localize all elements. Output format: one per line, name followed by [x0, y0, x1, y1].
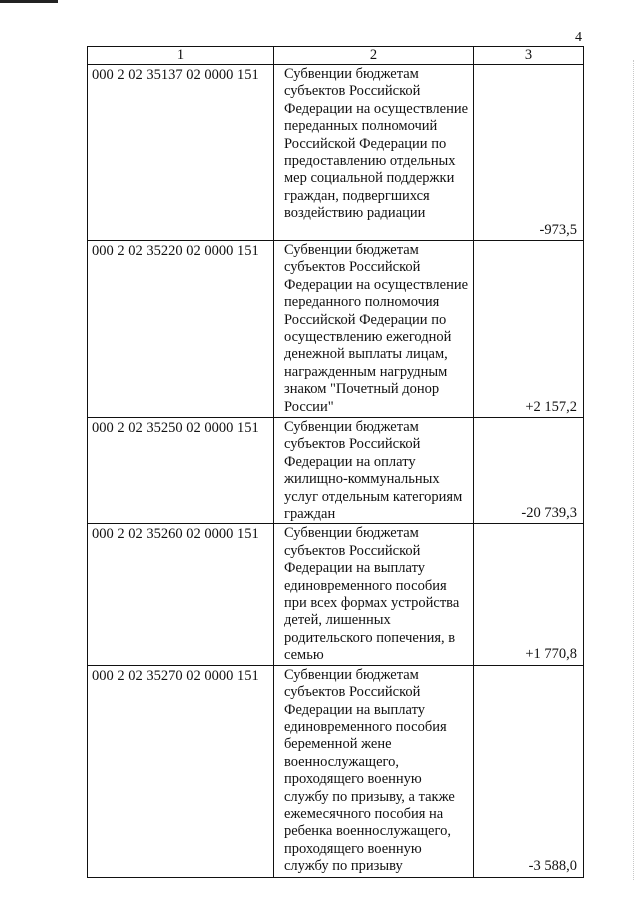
- scan-right-edge: [633, 60, 634, 880]
- header-col-1: 1: [88, 47, 274, 65]
- code-cell: [88, 524, 274, 665]
- budget-code: 000 2 02 35220 02 0000 151: [92, 243, 259, 259]
- budget-amount: -973,5: [539, 221, 577, 238]
- table-row: [88, 241, 584, 418]
- code-cell: [88, 241, 274, 418]
- budget-amount: +2 157,2: [525, 398, 577, 415]
- page-number: 4: [575, 30, 582, 45]
- code-cell: [88, 418, 274, 524]
- amount-cell: [474, 418, 584, 524]
- budget-code: 000 2 02 35270 02 0000 151: [92, 667, 259, 684]
- code-cell: [88, 65, 274, 241]
- code-cell: [88, 665, 274, 877]
- header-col-3: 3: [474, 47, 584, 65]
- budget-description: Субвенции бюджетам субъектов Российской Федерации на осуществление переданных полномочий Российской Федерации по предоставлению отдельных мер социальной поддержки граждан, подвергшихся воздействию радиации: [284, 66, 469, 222]
- table-header-row: [88, 47, 584, 65]
- amount-cell: [474, 241, 584, 418]
- budget-code: 000 2 02 35250 02 0000 151: [92, 420, 259, 436]
- budget-description: Субвенции бюджетам субъектов Российской Федерации на оплату жилищно-коммунальных услуг отдельным категориям граждан: [284, 419, 463, 523]
- table-row: [88, 524, 584, 665]
- budget-table: [87, 46, 584, 878]
- description-cell: [274, 665, 474, 877]
- description-cell: [274, 524, 474, 665]
- scan-edge-mark: [0, 0, 58, 3]
- description-cell: [274, 418, 474, 524]
- budget-amount: -3 588,0: [528, 858, 577, 875]
- amount-cell: [474, 65, 584, 241]
- description-cell: [274, 65, 474, 241]
- budget-description: Субвенции бюджетам субъектов Российской Федерации на выплату единовременного пособия беременной жене военнослужащего, проходящего военную службу по призыву, а также ежемесячного пособия на ребенка военнослужащего, проходящего военную службу по призыву: [284, 666, 455, 875]
- budget-amount: -20 739,3: [521, 505, 577, 522]
- budget-code: 000 2 02 35137 02 0000 151: [92, 67, 259, 83]
- header-col-2: 2: [274, 47, 474, 65]
- amount-cell: [474, 524, 584, 665]
- description-cell: [274, 241, 474, 418]
- table-row: [88, 65, 584, 241]
- amount-cell: [474, 665, 584, 877]
- table-row: [88, 665, 584, 877]
- budget-amount: +1 770,8: [525, 646, 577, 663]
- budget-code: 000 2 02 35260 02 0000 151: [92, 526, 259, 543]
- budget-description: Субвенции бюджетам субъектов Российской Федерации на выплату единовременного пособия при всех формах устройства детей, лишенных родительского попечения, в семью: [284, 525, 460, 664]
- budget-description: Субвенции бюджетам субъектов Российской Федерации на осуществление переданного полномочия Российской Федерации по осуществлению ежегодной денежной выплаты лицам, награжденным нагрудным знаком "Почетный донор России": [284, 242, 469, 415]
- table-row: [88, 418, 584, 524]
